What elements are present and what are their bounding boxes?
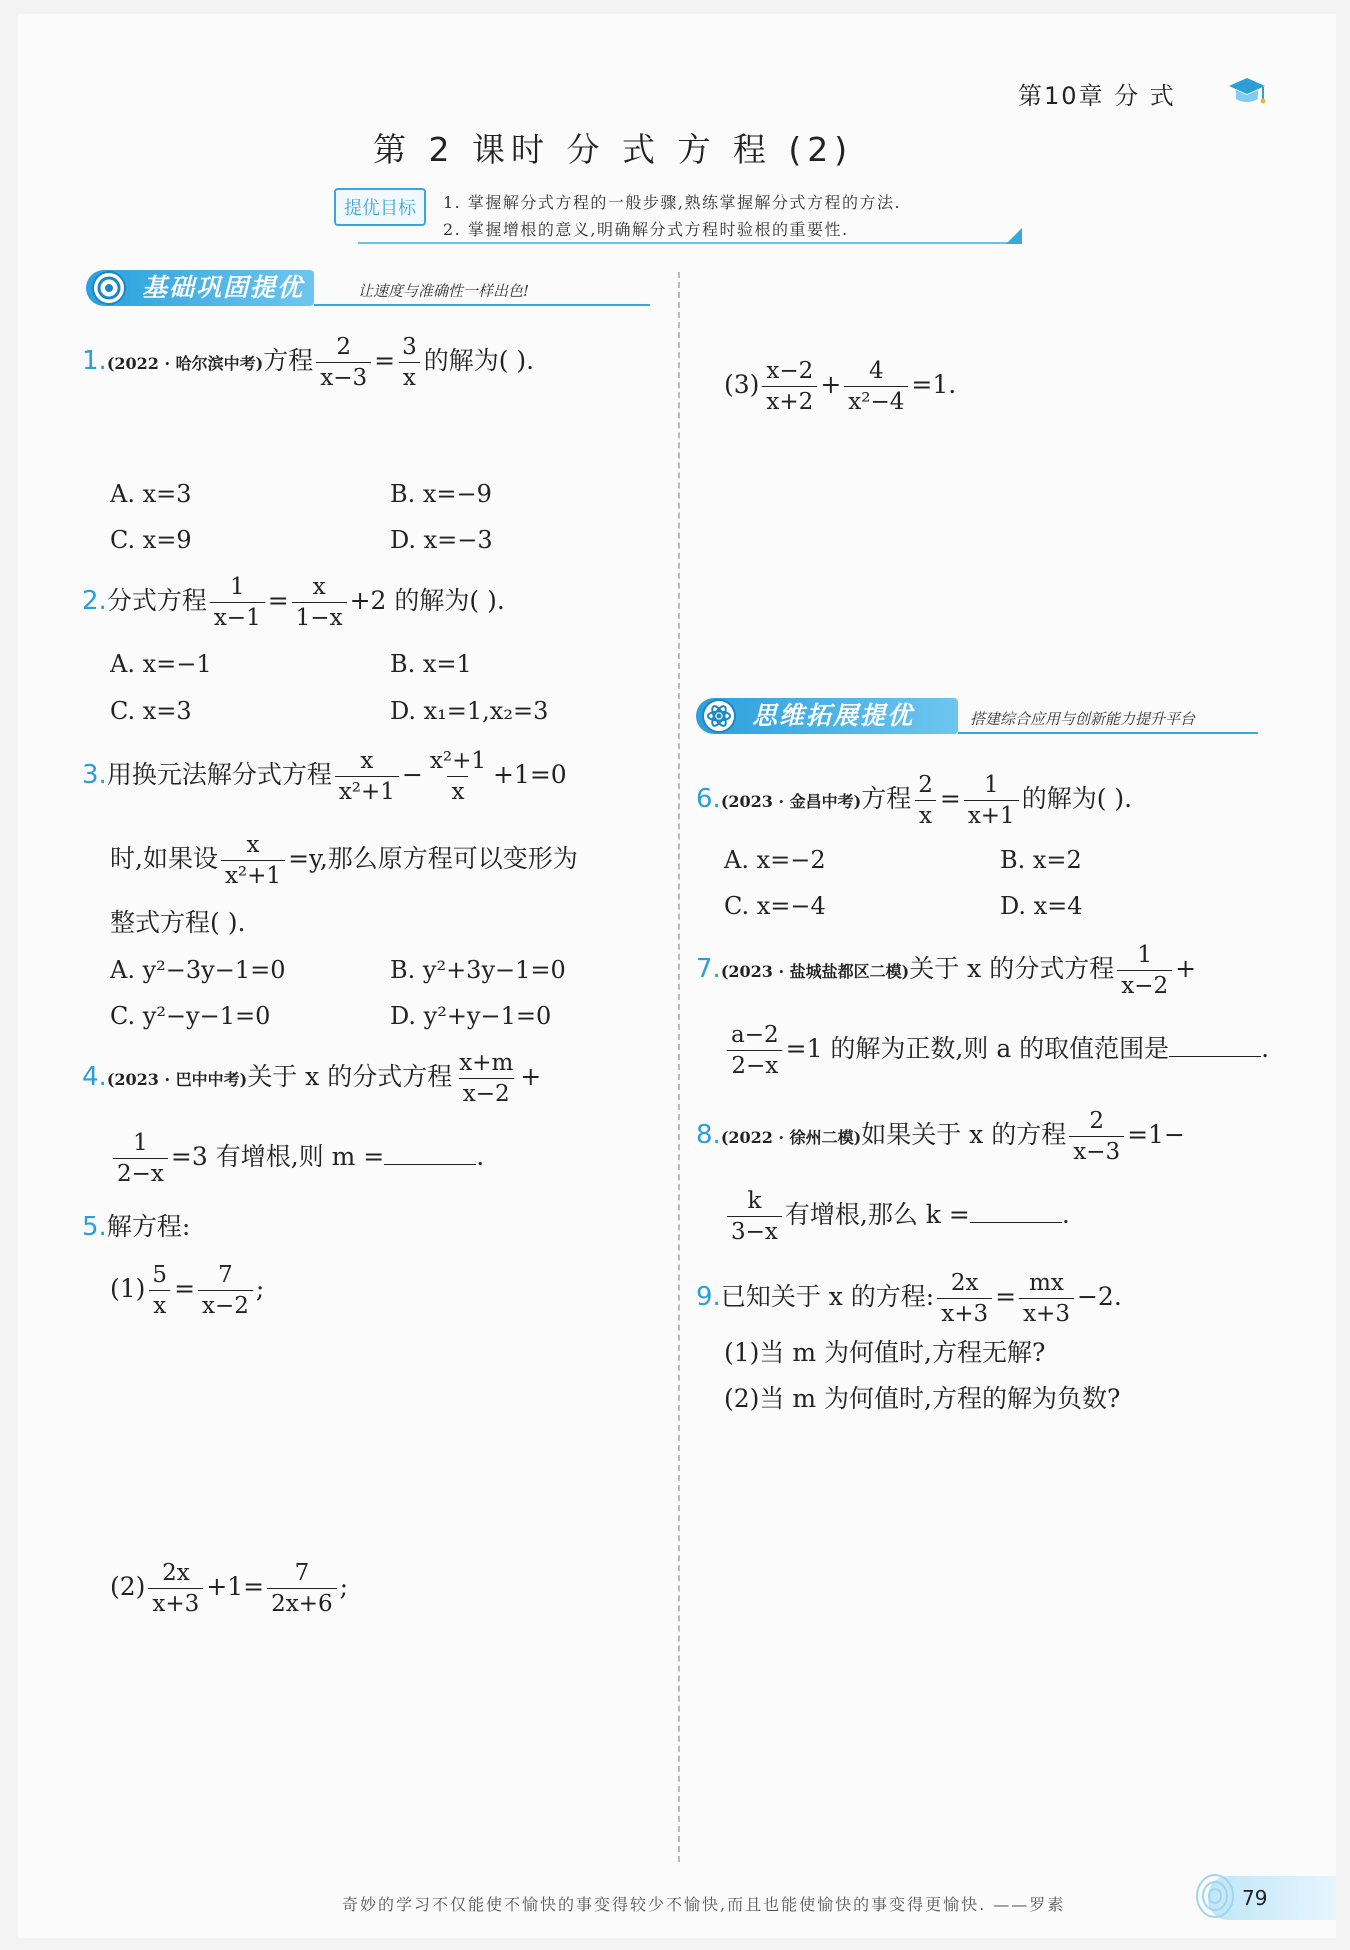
stem-text: 的解为( ). bbox=[1021, 784, 1133, 813]
fraction bbox=[844, 358, 908, 415]
question-5-part-2 bbox=[110, 1560, 348, 1617]
fraction bbox=[267, 1560, 337, 1617]
part-label: (3) bbox=[724, 370, 760, 399]
fraction bbox=[455, 1050, 517, 1107]
operator: − bbox=[401, 760, 423, 789]
question-number: 9. bbox=[696, 1282, 721, 1312]
numerator: x−2 bbox=[766, 358, 814, 384]
stem-text: −2. bbox=[1076, 1282, 1122, 1311]
section-title-extension: 思维拓展提优 bbox=[752, 701, 915, 730]
fraction bbox=[398, 334, 421, 391]
fraction bbox=[937, 1270, 992, 1327]
question-3 bbox=[82, 748, 567, 805]
numerator: a−2 bbox=[731, 1022, 779, 1048]
operator: +1= bbox=[206, 1572, 265, 1601]
denominator: x²+1 bbox=[335, 776, 399, 805]
denominator: x bbox=[915, 800, 936, 829]
option-b[interactable]: B. x=1 bbox=[390, 650, 472, 678]
fraction bbox=[762, 358, 817, 415]
stem-text: 解方程: bbox=[106, 1212, 191, 1241]
denominator: x²+1 bbox=[221, 860, 285, 889]
option-a[interactable]: A. x=−2 bbox=[724, 846, 826, 874]
goal-item-2: 2. 掌握增根的意义,明确解分式方程时验根的重要性. bbox=[443, 220, 849, 239]
fraction bbox=[316, 334, 371, 391]
stem-text: 如果关于 x 的方程 bbox=[861, 1120, 1067, 1149]
stem-text: 分式方程 bbox=[106, 586, 207, 615]
denominator: x+2 bbox=[762, 386, 817, 415]
option-c[interactable]: C. x=−4 bbox=[724, 892, 826, 920]
option-d[interactable]: D. x=−3 bbox=[390, 526, 493, 554]
operator: = bbox=[374, 346, 396, 375]
operator: + bbox=[1175, 954, 1197, 983]
fraction bbox=[292, 574, 347, 631]
question-5-part-3 bbox=[724, 358, 956, 415]
question-9-sub-1: (1)当 m 为何值时,方程无解? bbox=[724, 1338, 1046, 1367]
operator: = bbox=[174, 1274, 196, 1303]
denominator: x−2 bbox=[198, 1290, 253, 1319]
stem-text: +2 的解为( ). bbox=[349, 586, 505, 615]
stem-text: ; bbox=[255, 1274, 265, 1303]
fraction bbox=[221, 832, 285, 889]
question-number: 6. bbox=[696, 784, 721, 814]
option-b[interactable]: B. x=−9 bbox=[390, 480, 492, 508]
answer-blank[interactable] bbox=[970, 1200, 1062, 1223]
numerator: 2x bbox=[162, 1560, 190, 1586]
numerator: 2 bbox=[1089, 1108, 1104, 1134]
question-6 bbox=[696, 772, 1132, 829]
numerator: x+m bbox=[459, 1050, 514, 1076]
denominator: 1−x bbox=[292, 602, 347, 631]
operator: = bbox=[939, 784, 961, 813]
numerator: 1 bbox=[133, 1130, 148, 1156]
goal-underline bbox=[358, 242, 1008, 244]
workbook-page bbox=[18, 14, 1336, 1938]
option-c[interactable]: C. y²−y−1=0 bbox=[110, 1002, 271, 1030]
column-divider bbox=[678, 272, 680, 1862]
part-label: (2) bbox=[110, 1572, 146, 1601]
option-b[interactable]: B. y²+3y−1=0 bbox=[390, 956, 566, 984]
denominator: x+1 bbox=[964, 800, 1019, 829]
question-8 bbox=[696, 1108, 1185, 1165]
operator: =1− bbox=[1127, 1120, 1185, 1149]
section-subtitle-extension: 搭建综合应用与创新能力提升平台 bbox=[970, 710, 1196, 728]
stem-text: . bbox=[1061, 1200, 1070, 1229]
numerator: k bbox=[747, 1188, 762, 1214]
operator: + bbox=[520, 1062, 542, 1091]
denominator: x−1 bbox=[210, 602, 265, 631]
numerator: 7 bbox=[294, 1560, 310, 1586]
stem-text: 时,如果设 bbox=[110, 844, 218, 873]
question-number: 8. bbox=[696, 1120, 721, 1150]
denominator: x bbox=[399, 362, 420, 391]
fraction bbox=[914, 772, 937, 829]
question-9 bbox=[696, 1270, 1122, 1327]
option-b[interactable]: B. x=2 bbox=[1000, 846, 1082, 874]
option-d[interactable]: D. x=4 bbox=[1000, 892, 1083, 920]
operator: = bbox=[267, 586, 289, 615]
fraction bbox=[1019, 1270, 1074, 1327]
option-c[interactable]: C. x=3 bbox=[110, 697, 192, 725]
question-number: 2. bbox=[82, 586, 107, 616]
numerator: 1 bbox=[983, 772, 999, 798]
fraction bbox=[198, 1262, 253, 1319]
spiral-icon bbox=[1194, 1872, 1236, 1924]
stem-text: . bbox=[476, 1142, 485, 1171]
stem-text: . bbox=[1261, 1034, 1270, 1063]
stem-text: 方程 bbox=[263, 346, 314, 375]
question-5-part-1 bbox=[110, 1262, 264, 1319]
fraction bbox=[113, 1130, 168, 1187]
question-number: 4. bbox=[82, 1062, 107, 1092]
denominator: x−2 bbox=[1117, 970, 1172, 999]
question-number: 1. bbox=[82, 346, 107, 376]
denominator: 2−x bbox=[727, 1050, 782, 1079]
stem-text: 有增根,那么 k = bbox=[784, 1200, 970, 1229]
denominator: x+3 bbox=[148, 1588, 203, 1617]
denominator: 2−x bbox=[113, 1158, 168, 1187]
numerator: x bbox=[360, 748, 374, 774]
stem-text: 用换元法解分式方程 bbox=[106, 760, 332, 789]
numerator: mx bbox=[1029, 1270, 1064, 1296]
question-source: (2022 · 徐州二模) bbox=[720, 1128, 862, 1147]
denominator: x−3 bbox=[316, 362, 371, 391]
corner-triangle-icon bbox=[1006, 228, 1022, 248]
fraction bbox=[727, 1188, 782, 1245]
question-source: (2022 · 哈尔滨中考) bbox=[106, 354, 264, 373]
denominator: x−3 bbox=[1069, 1136, 1124, 1165]
option-d[interactable]: D. y²+y−1=0 bbox=[390, 1002, 552, 1030]
operator: = bbox=[995, 1282, 1017, 1311]
denominator: 2x+6 bbox=[267, 1588, 337, 1617]
fraction bbox=[1069, 1108, 1124, 1165]
atom-icon bbox=[702, 699, 736, 733]
question-number: 5. bbox=[82, 1212, 107, 1242]
fraction bbox=[1117, 942, 1172, 999]
option-a[interactable]: A. x=3 bbox=[110, 480, 192, 508]
numerator: 3 bbox=[402, 334, 417, 360]
numerator: 1 bbox=[1137, 942, 1152, 968]
stem-text: =y,那么原方程可以变形为 bbox=[288, 844, 578, 873]
stem-text: 关于 x 的分式方程 bbox=[247, 1062, 453, 1091]
section-subtitle-basic: 让速度与准确性一样出色! bbox=[358, 282, 530, 300]
question-number: 7. bbox=[696, 954, 721, 984]
graduation-cap-icon bbox=[1228, 74, 1266, 108]
page-number: 79 bbox=[1242, 1886, 1268, 1910]
fraction bbox=[148, 1560, 203, 1617]
goal-item-1: 1. 掌握解分式方程的一般步骤,熟练掌握解分式方程的方法. bbox=[443, 193, 902, 212]
option-c[interactable]: C. x=9 bbox=[110, 526, 192, 554]
fraction bbox=[426, 748, 490, 805]
fraction bbox=[210, 574, 265, 631]
option-a[interactable]: A. y²−3y−1=0 bbox=[110, 956, 286, 984]
stem-text: 方程 bbox=[861, 784, 912, 813]
section-title-basic: 基础巩固提优 bbox=[142, 273, 305, 302]
question-number: 3. bbox=[82, 760, 107, 790]
option-a[interactable]: A. x=−1 bbox=[110, 650, 212, 678]
section-rule-basic bbox=[314, 304, 650, 306]
question-7-line-2 bbox=[724, 1022, 1269, 1079]
stem-text: ; bbox=[339, 1572, 349, 1601]
stem-text: =1 的解为正数,则 a 的取值范围是 bbox=[785, 1034, 1170, 1063]
section-rule-extension bbox=[958, 732, 1258, 734]
stem-text: =3 有增根,则 m = bbox=[170, 1142, 385, 1171]
denominator: x−2 bbox=[459, 1078, 514, 1107]
denominator: x bbox=[447, 776, 468, 805]
goal-badge: 提优目标 bbox=[334, 188, 426, 226]
fraction bbox=[727, 1022, 783, 1079]
option-d[interactable]: D. x₁=1,x₂=3 bbox=[390, 697, 549, 725]
question-4 bbox=[82, 1050, 541, 1107]
question-source: (2023 · 巴中中考) bbox=[106, 1070, 248, 1089]
numerator: 5 bbox=[152, 1262, 168, 1288]
denominator: 3−x bbox=[727, 1216, 782, 1245]
operator: + bbox=[820, 370, 842, 399]
numerator: 4 bbox=[869, 358, 884, 384]
stem-text: =1. bbox=[911, 370, 957, 399]
footer-quote: 奇妙的学习不仅能使不愉快的事变得较少不愉快,而且也能使愉快的事变得更愉快. ——罗素 bbox=[342, 1895, 1066, 1914]
question-3-line-2 bbox=[110, 832, 578, 889]
question-2 bbox=[82, 574, 505, 631]
fraction bbox=[964, 772, 1019, 829]
question-8-line-2 bbox=[724, 1188, 1070, 1245]
stem-text: 已知关于 x 的方程: bbox=[720, 1282, 935, 1311]
denominator: x+3 bbox=[1019, 1298, 1074, 1327]
denominator: x²−4 bbox=[844, 386, 908, 415]
stem-text: +1=0 bbox=[493, 760, 567, 789]
denominator: x+3 bbox=[937, 1298, 992, 1327]
answer-blank[interactable] bbox=[384, 1142, 476, 1165]
target-icon bbox=[92, 271, 126, 305]
numerator: x²+1 bbox=[429, 748, 486, 774]
question-3-line-3: 整式方程( ). bbox=[110, 908, 246, 937]
stem-text: 的解为( ). bbox=[423, 346, 535, 375]
numerator: 2x bbox=[950, 1270, 979, 1296]
numerator: 7 bbox=[218, 1262, 233, 1288]
denominator: x bbox=[149, 1290, 170, 1319]
question-5 bbox=[82, 1210, 190, 1244]
numerator: x bbox=[246, 832, 260, 858]
fraction bbox=[148, 1262, 171, 1319]
question-source: (2023 · 盐城盐都区二模) bbox=[720, 962, 910, 981]
fraction bbox=[335, 748, 399, 805]
numerator: 2 bbox=[336, 334, 351, 360]
question-9-sub-2: (2)当 m 为何值时,方程的解为负数? bbox=[724, 1384, 1121, 1413]
lesson-title: 第 2 课时 分 式 方 程 (2) bbox=[373, 130, 854, 169]
part-label: (1) bbox=[110, 1274, 146, 1303]
numerator: 1 bbox=[229, 574, 245, 600]
question-1 bbox=[82, 334, 534, 391]
question-7 bbox=[696, 942, 1196, 999]
answer-blank[interactable] bbox=[1169, 1034, 1261, 1057]
numerator: 2 bbox=[918, 772, 933, 798]
numerator: x bbox=[312, 574, 326, 600]
question-4-line-2 bbox=[110, 1130, 484, 1187]
question-source: (2023 · 金昌中考) bbox=[720, 792, 862, 811]
stem-text: 关于 x 的分式方程 bbox=[909, 954, 1115, 983]
chapter-label: 第10章 分 式 bbox=[1018, 82, 1176, 110]
